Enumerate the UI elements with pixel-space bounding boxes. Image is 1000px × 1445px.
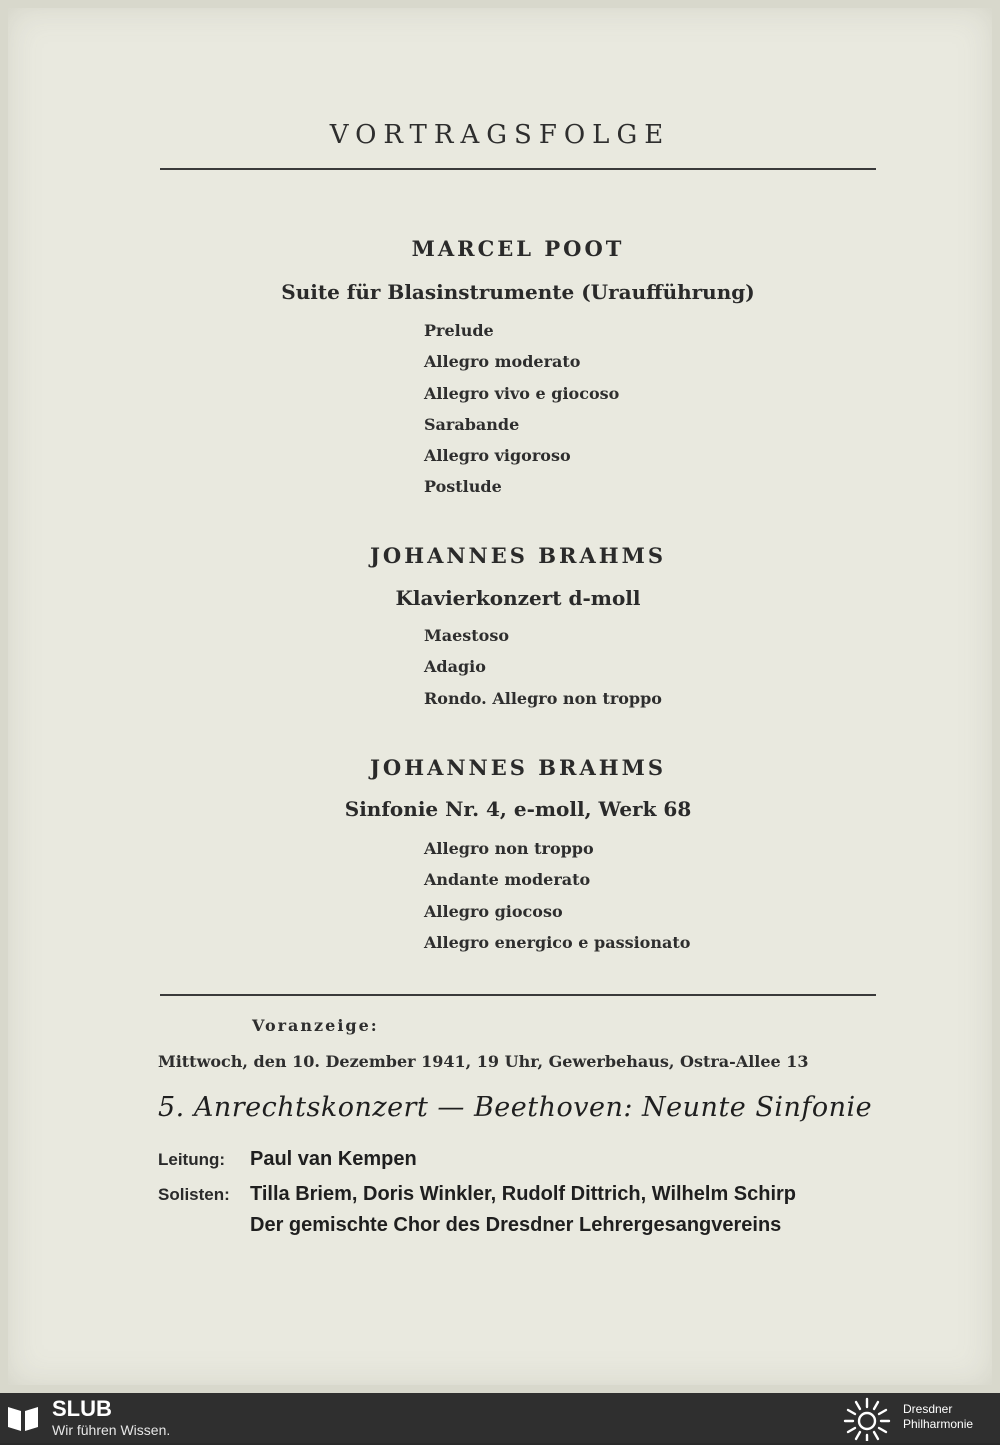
slub-tagline: Wir führen Wissen. [52,1422,171,1438]
viewer-footer-bar [0,1393,1000,1443]
preview-rule [160,994,876,996]
preview-label: Voranzeige: [252,1016,379,1035]
work-title: Suite für Blasinstrumente (Uraufführung) [281,280,755,304]
movement-item: Rondo. Allegro non troppo [424,688,662,708]
heading-rule [160,168,876,170]
movement-item: Allegro moderato [424,352,581,372]
soloists-names: Tilla Briem, Doris Winkler, Rudolf Dittrich, Wilhelm Schirp [250,1183,797,1205]
movement-item: Allegro vivo e giocoso [424,383,620,403]
movement-item: Allegro vigoroso [424,446,571,466]
movement-item: Postlude [424,477,502,497]
movement-item: Allegro giocoso [424,901,563,921]
movement-item: Maestoso [424,626,510,645]
work-title: Klavierkonzert d-moll [395,586,641,610]
philharmonie-logo-text[interactable] [903,1402,973,1432]
conductor-label: Leitung: [158,1150,226,1169]
movement-item: Sarabande [424,414,520,434]
work-title: Sinfonie Nr. 4, e-moll, Werk 68 [344,797,692,821]
choir-name: Der gemischte Chor des Dresdner Lehrergesangvereins [250,1214,782,1236]
philharmonie-line-2: Philharmonie [903,1417,974,1431]
conductor-name: Paul van Kempen [250,1148,417,1170]
movement-item: Adagio [424,657,486,677]
slub-book-icon [6,1403,40,1437]
slub-logo-text[interactable]: SLUB [52,1396,112,1421]
movement-item: Allegro energico e passionato [424,932,691,952]
program-heading: VORTRAGSFOLGE [329,120,671,150]
preview-date-line: Mittwoch, den 10. Dezember 1941, 19 Uhr, Gewerbehaus, Ostra-Allee 13 [158,1052,809,1071]
philharmonie-sunburst-icon [842,1395,892,1445]
movement-list [424,315,619,503]
composer-name: JOHANNES BRAHMS [370,543,666,568]
composer-name: JOHANNES BRAHMS [370,755,666,780]
movement-item: Prelude [424,321,494,340]
movement-item: Allegro non troppo [424,839,594,858]
movement-list [424,833,690,958]
preview-concert-title: 5. Anrechtskonzert — Beethoven: Neunte Sinfonie [158,1092,873,1123]
movement-list [424,620,662,714]
composer-name: MARCEL POOT [411,236,625,261]
soloists-label: Solisten: [158,1185,230,1204]
philharmonie-line-1: Dresdner [903,1402,953,1416]
movement-item: Andante moderato [424,870,591,890]
